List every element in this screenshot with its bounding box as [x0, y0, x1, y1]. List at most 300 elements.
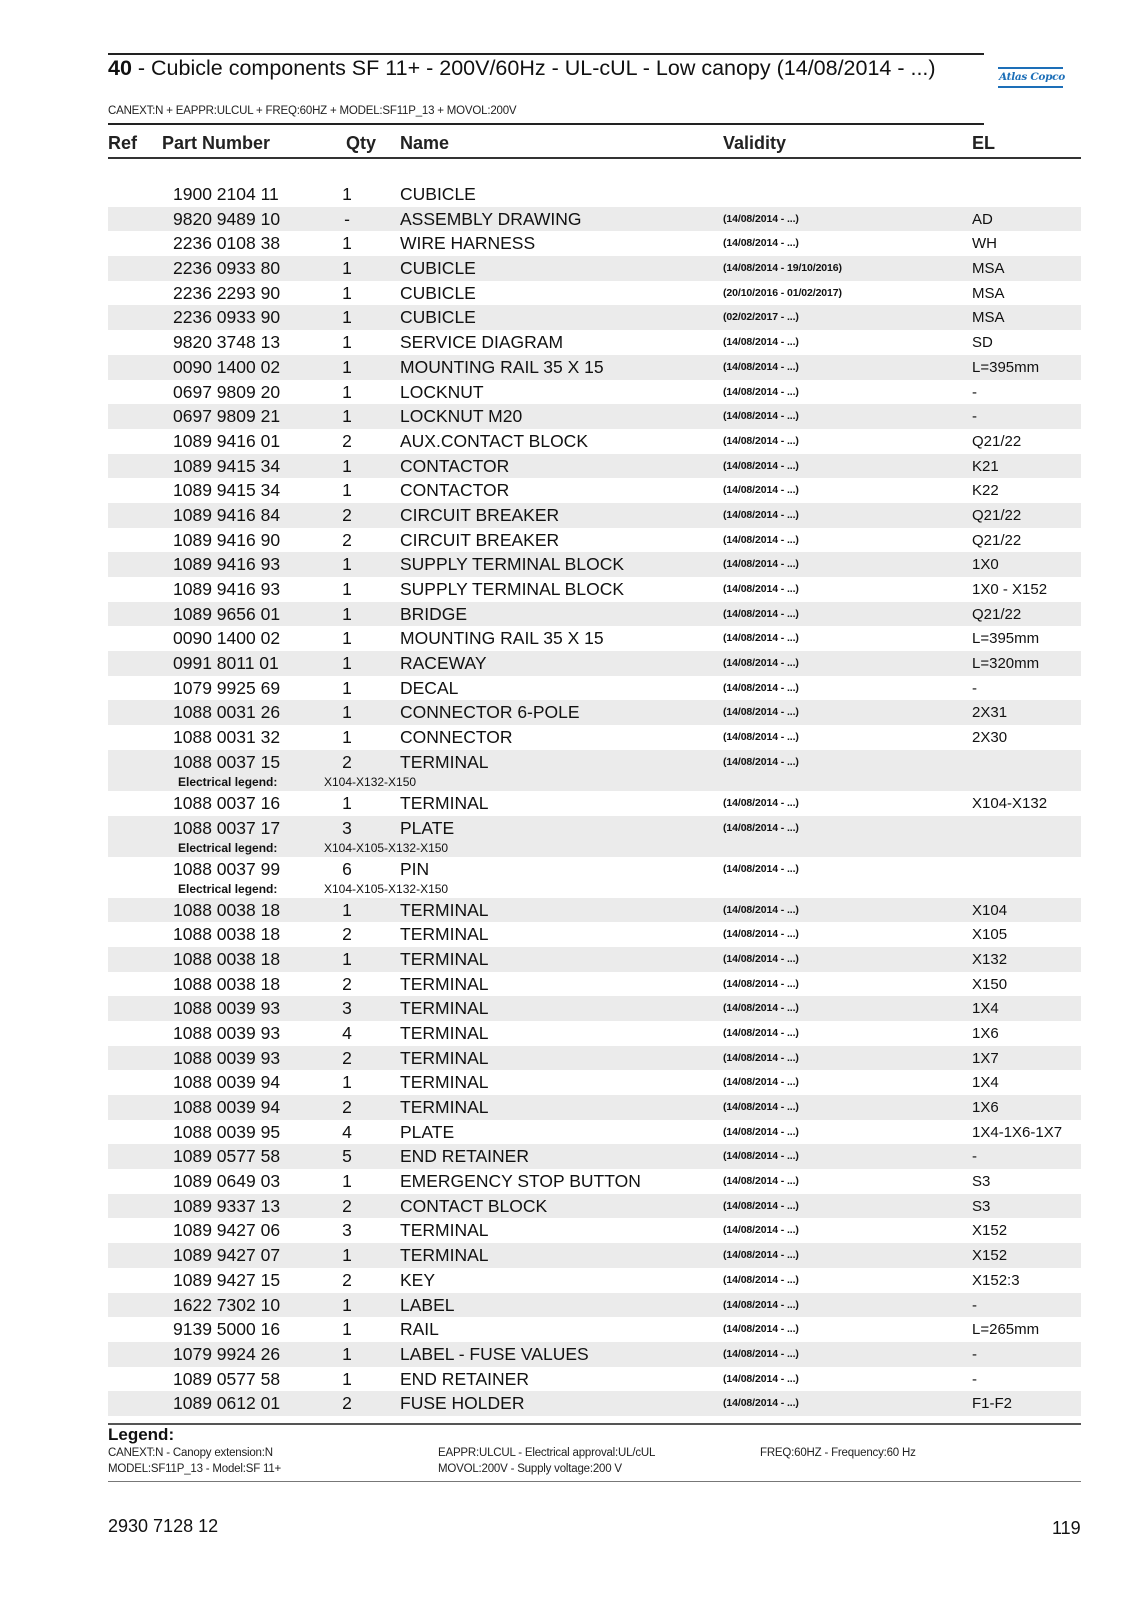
part-number: 1088 0038 18 — [173, 973, 281, 994]
part-name: TERMINAL — [400, 1220, 489, 1241]
part-number: 1088 0037 16 — [173, 792, 281, 813]
table-row — [108, 231, 1081, 256]
part-name: TERMINAL — [400, 792, 489, 813]
part-number: 1088 0039 93 — [173, 1047, 281, 1068]
part-number: 1089 9427 15 — [173, 1269, 281, 1290]
validity: (14/08/2014 - ...) — [723, 1249, 799, 1262]
table-row — [108, 182, 1081, 207]
part-number: 1089 9415 34 — [173, 480, 281, 501]
part-name: DECAL — [400, 677, 459, 698]
el-code: X152 — [972, 1222, 1008, 1240]
logo-bar-top — [998, 67, 1063, 69]
table-row — [108, 1021, 1081, 1046]
quantity: 1 — [342, 233, 352, 254]
validity: (14/08/2014 - ...) — [723, 1273, 799, 1286]
part-name: CUBICLE — [400, 184, 476, 204]
el-code: K21 — [972, 457, 999, 475]
validity: (14/08/2014 - ...) — [723, 1150, 799, 1163]
quantity: 1 — [342, 258, 352, 279]
el-code: 1X6 — [972, 1099, 999, 1116]
part-name: CUBICLE — [400, 282, 476, 303]
validity: (14/08/2014 - ...) — [723, 1125, 799, 1138]
part-name: PLATE — [400, 1121, 455, 1142]
part-number: 9139 5000 16 — [173, 1319, 281, 1340]
quantity: 1 — [342, 899, 352, 920]
document-number: 2930 7128 12 — [108, 1516, 219, 1536]
el-code: Q21/22 — [972, 531, 1022, 549]
quantity: 1 — [342, 653, 352, 674]
el-code: WH — [972, 235, 997, 253]
validity: (14/08/2014 - ...) — [723, 434, 799, 447]
part-name: TERMINAL — [400, 1072, 489, 1093]
el-code: Q21/22 — [972, 506, 1022, 524]
part-number: 1088 0037 99 — [173, 858, 281, 879]
el-code: - — [972, 383, 977, 401]
el-code: AD — [972, 210, 993, 228]
part-name: LABEL — [400, 1294, 455, 1315]
table-row — [108, 429, 1081, 454]
col-header-validity: Validity — [723, 133, 787, 153]
part-name: CUBICLE — [400, 307, 476, 328]
quantity: 1 — [342, 332, 352, 353]
el-code: K22 — [972, 482, 999, 500]
part-number: 0697 9809 21 — [173, 406, 281, 427]
table-row — [108, 816, 1081, 857]
part-name: MOUNTING RAIL 35 X 15 — [400, 628, 604, 649]
table-row — [108, 478, 1081, 503]
table-row — [108, 1169, 1081, 1194]
el-code: X152:3 — [972, 1271, 1020, 1289]
part-name: LOCKNUT M20 — [400, 406, 523, 427]
table-row — [108, 725, 1081, 750]
part-name: AUX.CONTACT BLOCK — [400, 430, 588, 451]
part-number: 9820 3748 13 — [173, 332, 281, 353]
electrical-legend-value: X104-X132-X150 — [324, 774, 417, 789]
table-row — [108, 791, 1081, 816]
validity: (14/08/2014 - ...) — [723, 1175, 799, 1188]
quantity: 2 — [342, 1097, 352, 1117]
table-row — [108, 1391, 1081, 1416]
validity: (14/08/2014 - ...) — [723, 336, 799, 349]
part-number: 1088 0038 18 — [173, 924, 281, 945]
part-number: 0697 9809 20 — [173, 381, 281, 402]
table-row — [108, 1070, 1081, 1095]
validity: (14/08/2014 - ...) — [723, 484, 799, 497]
part-number: 1089 0649 03 — [173, 1171, 281, 1192]
table-row — [108, 1095, 1081, 1120]
table-row — [108, 1194, 1081, 1219]
table-row — [108, 380, 1081, 405]
part-name: RACEWAY — [400, 653, 487, 674]
table-row — [108, 1144, 1081, 1169]
part-number: 1088 0039 94 — [173, 1072, 281, 1093]
quantity: 3 — [342, 1220, 352, 1241]
quantity: 4 — [342, 1121, 352, 1142]
logo-text: Atlas Copco — [999, 71, 1065, 83]
quantity: 1 — [342, 727, 352, 748]
part-name: SUPPLY TERMINAL BLOCK — [400, 554, 625, 575]
part-name: TERMINAL — [400, 948, 489, 969]
table-row — [108, 330, 1081, 355]
part-name: LABEL - FUSE VALUES — [400, 1343, 589, 1364]
validity: (14/08/2014 - ...) — [723, 360, 799, 373]
part-number: 1089 9427 06 — [173, 1220, 281, 1241]
el-code: MSA — [972, 309, 1005, 327]
validity: (14/08/2014 - ...) — [723, 1372, 799, 1385]
part-name: SUPPLY TERMINAL BLOCK — [400, 579, 625, 599]
part-number: 1089 9415 34 — [173, 455, 281, 476]
validity: (14/08/2014 - ...) — [723, 410, 799, 423]
el-code: - — [972, 1370, 977, 1388]
el-code: L=395mm — [972, 358, 1040, 376]
quantity: 2 — [342, 504, 352, 525]
table-row — [108, 404, 1081, 429]
table-bottom-rule — [108, 1423, 1081, 1425]
part-name: ASSEMBLY DRAWING — [400, 208, 582, 229]
part-number: 1089 9656 01 — [173, 603, 281, 624]
validity: (14/08/2014 - ...) — [723, 928, 799, 941]
el-code: F1-F2 — [972, 1395, 1013, 1413]
part-number: 1089 0577 58 — [173, 1368, 281, 1389]
part-number: 1900 2104 11 — [173, 184, 279, 204]
quantity: 1 — [342, 554, 352, 575]
legend-item: CANEXT:N - Canopy extension:N — [108, 1447, 273, 1459]
col-header-qty: Qty — [346, 133, 377, 153]
table-row — [108, 1218, 1081, 1243]
table-row — [108, 503, 1081, 528]
header-underline — [108, 157, 1081, 159]
part-name: PLATE — [400, 817, 455, 838]
table-row — [108, 1293, 1081, 1318]
quantity: 1 — [342, 184, 352, 204]
quantity: 4 — [342, 1022, 352, 1043]
el-code: 1X0 — [972, 556, 999, 574]
electrical-legend-value: X104-X105-X132-X150 — [324, 881, 449, 896]
table-row — [108, 972, 1081, 997]
part-number: 1089 9416 84 — [173, 504, 281, 525]
parts-table — [108, 182, 1081, 1416]
validity: (14/08/2014 - ...) — [723, 903, 799, 916]
atlas-copco-logo — [998, 67, 1063, 94]
table-row — [108, 528, 1081, 553]
part-number: 1089 9416 01 — [173, 430, 281, 451]
table-row — [108, 676, 1081, 701]
electrical-legend-label: Electrical legend: — [178, 881, 278, 896]
electrical-legend-label: Electrical legend: — [178, 774, 278, 789]
validity: (14/08/2014 - ...) — [723, 1224, 799, 1237]
validity: (14/08/2014 - ...) — [723, 583, 799, 595]
quantity: 2 — [342, 430, 352, 451]
top-rule — [108, 53, 984, 55]
el-code: - — [972, 1148, 977, 1166]
part-number: 1088 0039 93 — [173, 1022, 281, 1043]
validity: (14/08/2014 - ...) — [723, 508, 799, 521]
el-code: X150 — [972, 975, 1008, 993]
quantity: 1 — [342, 307, 352, 328]
table-row — [108, 1046, 1081, 1071]
el-code: 2X30 — [972, 729, 1008, 747]
el-code: 1X4 — [972, 1000, 999, 1018]
quantity: 1 — [342, 702, 352, 723]
quantity: 1 — [342, 1368, 352, 1389]
col-header-el: EL — [972, 133, 996, 153]
table-row — [108, 1342, 1081, 1367]
legend-item: MOVOL:200V - Supply voltage:200 V — [438, 1463, 622, 1475]
part-number: 1079 9925 69 — [173, 677, 281, 698]
quantity: 2 — [342, 973, 352, 994]
electrical-legend-label: Electrical legend: — [178, 840, 278, 855]
validity: (14/08/2014 - ...) — [723, 731, 799, 744]
part-number: 1088 0037 17 — [173, 817, 281, 838]
part-name: BRIDGE — [400, 603, 468, 624]
table-row — [108, 626, 1081, 651]
part-number: 1088 0039 93 — [173, 998, 281, 1019]
table-row — [108, 281, 1081, 306]
part-number: 0991 8011 01 — [173, 653, 279, 674]
part-number: 1088 0031 26 — [173, 702, 281, 723]
legend-item: MODEL:SF11P_13 - Model:SF 11+ — [108, 1463, 282, 1475]
el-code: X132 — [972, 950, 1008, 968]
validity: (14/08/2014 - ...) — [723, 385, 799, 398]
footer-rule — [108, 1481, 1081, 1482]
table-row — [108, 1268, 1081, 1293]
part-number: 1089 0612 01 — [173, 1393, 281, 1414]
electrical-legend-value: X104-X105-X132-X150 — [324, 840, 449, 855]
part-number: 9820 9489 10 — [173, 208, 281, 229]
validity: (14/08/2014 - ...) — [723, 212, 799, 225]
col-header-ref: Ref — [108, 133, 138, 153]
part-number: 1088 0038 18 — [173, 948, 281, 969]
validity: (14/08/2014 - ...) — [723, 237, 799, 250]
el-code: S3 — [972, 1197, 991, 1215]
part-name: CONTACTOR — [400, 455, 510, 476]
table-row — [108, 602, 1081, 627]
part-name: CUBICLE — [400, 258, 476, 279]
quantity: 1 — [342, 1319, 352, 1340]
part-name: CIRCUIT BREAKER — [400, 529, 560, 550]
part-number: 1089 0577 58 — [173, 1146, 281, 1167]
validity: (14/08/2014 - ...) — [723, 1199, 799, 1212]
validity: (14/08/2014 - ...) — [723, 1002, 799, 1015]
validity: (14/08/2014 - ...) — [723, 1026, 799, 1039]
legend-title: Legend: — [108, 1425, 175, 1444]
part-name: LOCKNUT — [400, 381, 484, 402]
quantity: 1 — [342, 948, 352, 969]
table-row — [108, 256, 1081, 281]
table-row — [108, 1317, 1081, 1342]
quantity: 3 — [342, 998, 352, 1019]
el-code: Q21/22 — [972, 432, 1022, 450]
validity: (14/08/2014 - ...) — [723, 632, 799, 645]
part-name: TERMINAL — [400, 1245, 489, 1266]
quantity: 1 — [342, 1171, 352, 1192]
el-code: S3 — [972, 1173, 991, 1191]
table-row — [108, 305, 1081, 330]
el-code: 1X4 — [972, 1074, 999, 1092]
part-number: 1089 9337 13 — [173, 1195, 281, 1216]
logo-bar-bottom — [998, 86, 1063, 88]
el-code: L=395mm — [972, 630, 1040, 648]
part-name: KEY — [400, 1269, 436, 1290]
validity: (20/10/2016 - 01/02/2017) — [723, 286, 842, 299]
quantity: 1 — [342, 1245, 352, 1266]
part-number: 1089 9427 07 — [173, 1245, 281, 1266]
el-code: MSA — [972, 284, 1005, 302]
section-title: - Cubicle components SF 11+ - 200V/60Hz - UL-cUL - Low canopy (14/08/2014 - ...) — [131, 56, 936, 80]
table-row — [108, 922, 1081, 947]
quantity: 2 — [342, 1269, 352, 1290]
quantity: 1 — [342, 1072, 352, 1093]
validity: (14/08/2014 - ...) — [723, 706, 799, 719]
quantity: 2 — [342, 1195, 352, 1216]
part-name: CONTACTOR — [400, 480, 510, 501]
part-number: 1622 7302 10 — [173, 1294, 281, 1315]
quantity: 1 — [342, 356, 352, 377]
part-name: CONNECTOR — [400, 727, 513, 748]
header-rule — [108, 123, 984, 125]
el-code: L=265mm — [972, 1321, 1040, 1339]
part-number: 1088 0038 18 — [173, 899, 281, 920]
el-code: - — [972, 679, 977, 697]
configuration-filter: CANEXT:N + EAPPR:ULCUL + FREQ:60HZ + MODEL:SF11P_13 + MOVOL:200V — [108, 105, 517, 117]
validity: (14/08/2014 - ...) — [723, 796, 799, 809]
col-header-name: Name — [400, 133, 450, 153]
el-code: L=320mm — [972, 655, 1040, 673]
validity: (14/08/2014 - ...) — [723, 1347, 799, 1360]
part-name: MOUNTING RAIL 35 X 15 — [400, 356, 604, 377]
part-name: TERMINAL — [400, 1047, 489, 1068]
el-code: 2X31 — [972, 704, 1008, 722]
table-row — [108, 750, 1081, 791]
page-number: 119 — [1052, 1518, 1081, 1538]
quantity: 1 — [342, 455, 352, 476]
table-row — [108, 552, 1081, 577]
el-code: X104-X132 — [972, 794, 1048, 812]
quantity: 1 — [342, 480, 352, 501]
el-code: X152 — [972, 1247, 1008, 1265]
table-row — [108, 454, 1081, 479]
table-row — [108, 651, 1081, 676]
part-number: 2236 2293 90 — [173, 282, 281, 303]
quantity: 2 — [342, 529, 352, 550]
table-row — [108, 355, 1081, 380]
part-name: END RETAINER — [400, 1368, 529, 1389]
part-number: 1088 0031 32 — [173, 727, 281, 748]
part-name: RAIL — [400, 1319, 439, 1340]
el-code: Q21/22 — [972, 605, 1022, 623]
validity: (14/08/2014 - ...) — [723, 755, 799, 768]
part-name: FUSE HOLDER — [400, 1393, 525, 1414]
table-row — [108, 947, 1081, 972]
part-name: TERMINAL — [400, 998, 489, 1019]
legend-item: EAPPR:ULCUL - Electrical approval:UL/cUL — [438, 1447, 656, 1459]
el-code: - — [972, 1345, 977, 1363]
table-row — [108, 577, 1081, 602]
validity: (14/08/2014 - ...) — [723, 862, 799, 875]
quantity: 1 — [342, 792, 352, 813]
quantity: 1 — [342, 677, 352, 698]
validity: (02/02/2017 - ...) — [723, 311, 799, 324]
part-number: 1079 9924 26 — [173, 1343, 281, 1364]
quantity: 1 — [342, 603, 352, 624]
validity: (14/08/2014 - ...) — [723, 1051, 799, 1064]
quantity: 1 — [342, 1294, 352, 1315]
validity: (14/08/2014 - ...) — [723, 459, 799, 472]
quantity: 3 — [342, 817, 352, 838]
table-row — [108, 996, 1081, 1021]
col-header-part-number: Part Number — [162, 133, 271, 153]
part-name: EMERGENCY STOP BUTTON — [400, 1171, 641, 1192]
section-number: 40 — [108, 56, 132, 80]
part-name: TERMINAL — [400, 973, 489, 994]
quantity: 1 — [342, 282, 352, 303]
validity: (14/08/2014 - ...) — [723, 558, 799, 571]
validity: (14/08/2014 - ...) — [723, 1323, 799, 1336]
part-name: TERMINAL — [400, 924, 489, 945]
validity: (14/08/2014 - ...) — [723, 1298, 799, 1311]
part-number: 2236 0108 38 — [173, 233, 281, 254]
validity: (14/08/2014 - ...) — [723, 1101, 799, 1113]
el-code: SD — [972, 334, 993, 352]
part-name: TERMINAL — [400, 1097, 489, 1117]
part-name: CIRCUIT BREAKER — [400, 504, 560, 525]
quantity: 2 — [342, 1393, 352, 1414]
table-row — [108, 1120, 1081, 1145]
quantity: 2 — [342, 751, 352, 772]
page-title — [108, 56, 968, 80]
quantity: 1 — [342, 579, 352, 599]
validity: (14/08/2014 - ...) — [723, 657, 799, 670]
quantity: 2 — [342, 924, 352, 945]
quantity: 1 — [342, 628, 352, 649]
validity: (14/08/2014 - ...) — [723, 681, 799, 694]
validity: (14/08/2014 - ...) — [723, 1397, 799, 1410]
validity: (14/08/2014 - ...) — [723, 977, 799, 990]
validity: (14/08/2014 - ...) — [723, 952, 799, 965]
el-code: X104 — [972, 901, 1008, 919]
el-code: 1X4-1X6-1X7 — [972, 1123, 1063, 1141]
legend-item: FREQ:60HZ - Frequency:60 Hz — [760, 1447, 916, 1459]
el-code: - — [972, 1296, 977, 1314]
table-row — [108, 1367, 1081, 1392]
part-name: SERVICE DIAGRAM — [400, 332, 564, 353]
el-code: X105 — [972, 926, 1008, 944]
quantity: 1 — [342, 381, 352, 402]
part-number: 0090 1400 02 — [173, 356, 281, 377]
quantity: 6 — [342, 858, 352, 879]
table-row — [108, 1243, 1081, 1268]
quantity: - — [344, 208, 350, 229]
el-code: 1X0 - X152 — [972, 581, 1048, 598]
table-row — [108, 700, 1081, 725]
validity: (14/08/2014 - ...) — [723, 821, 799, 834]
el-code: MSA — [972, 260, 1005, 278]
part-number: 2236 0933 90 — [173, 307, 281, 328]
table-row — [108, 207, 1081, 232]
table-row — [108, 898, 1081, 923]
el-code: 1X7 — [972, 1049, 999, 1067]
validity: (14/08/2014 - ...) — [723, 607, 799, 620]
validity: (14/08/2014 - 19/10/2016) — [723, 262, 842, 275]
validity: (14/08/2014 - ...) — [723, 533, 799, 546]
table-row — [108, 857, 1081, 898]
part-name: TERMINAL — [400, 751, 489, 772]
part-name: WIRE HARNESS — [400, 233, 536, 254]
part-name: TERMINAL — [400, 1022, 489, 1043]
quantity: 5 — [342, 1146, 352, 1167]
part-name: CONNECTOR 6-POLE — [400, 702, 580, 723]
part-name: END RETAINER — [400, 1146, 529, 1167]
